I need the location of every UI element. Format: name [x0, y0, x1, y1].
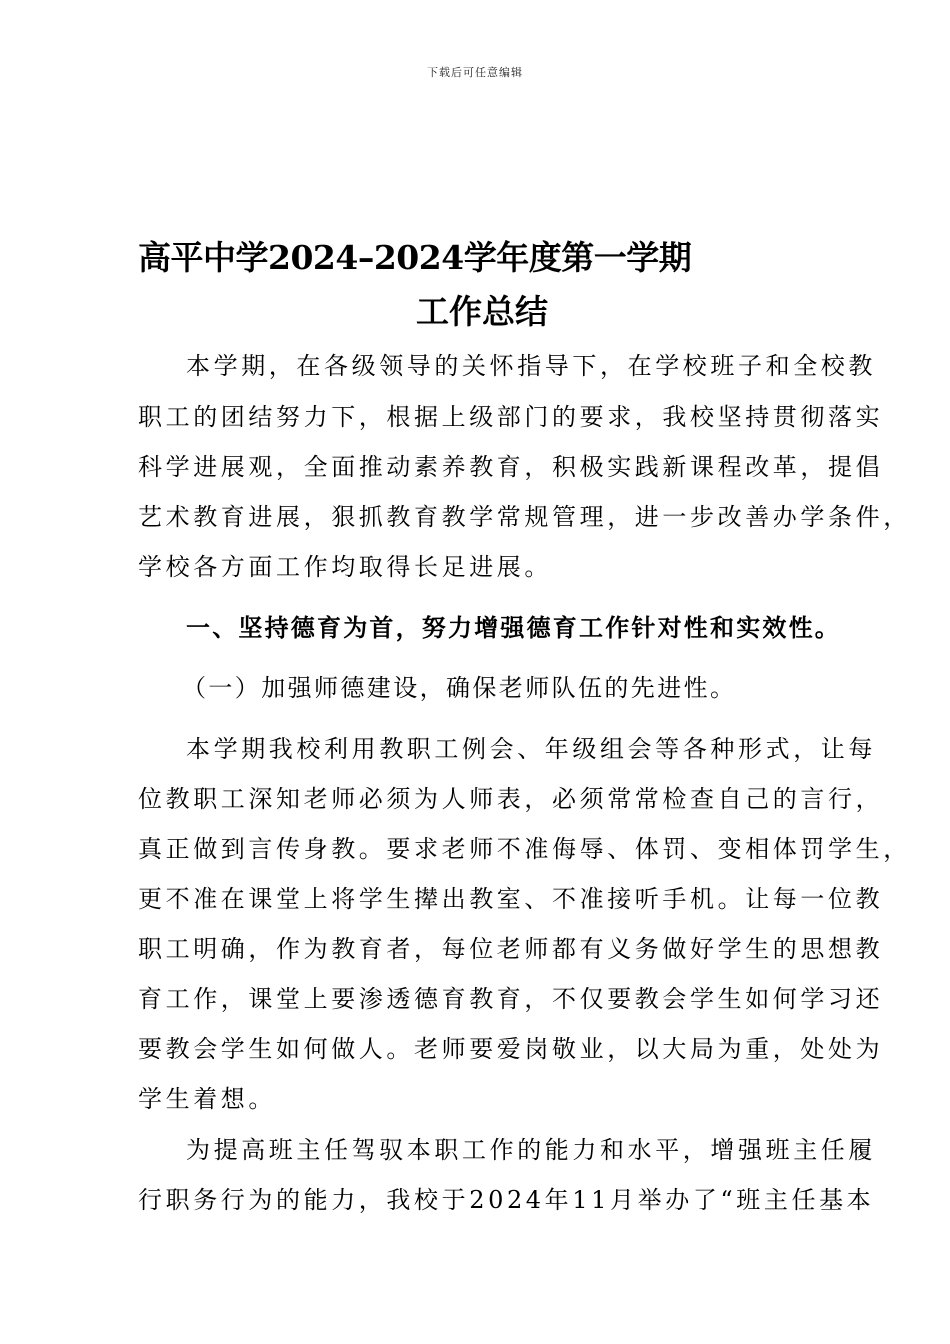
subsection-heading: （一）加强师德建设，确保老师队伍的先进性。	[182, 674, 737, 702]
page-header-note: 下载后可任意编辑	[427, 66, 523, 79]
document-title-line-1: 高平中学2024–2024学年度第一学期	[138, 238, 692, 277]
body-line: 本学期，在各级领导的关怀指导下，在学校班子和全校教	[186, 352, 876, 380]
body-line: 要教会学生如何做人。老师要爱岗敬业，以大局为重，处处为	[138, 1035, 884, 1063]
body-line: 学生着想。	[138, 1085, 276, 1113]
body-line: 职工的团结努力下，根据上级部门的要求，我校坚持贯彻落实	[138, 403, 884, 431]
body-line: 本学期我校利用教职工例会、年级组会等各种形式，让每	[186, 735, 876, 763]
body-line: 真正做到言传身教。要求老师不准侮辱、体罚、变相体罚学生，	[138, 835, 911, 863]
section-heading: 一、坚持德育为首，努力增强德育工作针对性和实效性。	[186, 613, 841, 642]
body-line: 职工明确，作为教育者，每位老师都有义务做好学生的思想教	[138, 935, 884, 963]
body-line: 位教职工深知老师必须为人师表，必须常常检查自己的言行，	[138, 785, 884, 813]
document-title-line-2: 工作总结	[416, 292, 548, 331]
body-line: 学校各方面工作均取得长足进展。	[138, 553, 552, 581]
body-line: 更不准在课堂上将学生撵出教室、不准接听手机。让每一位教	[138, 885, 884, 913]
body-line: 育工作，课堂上要渗透德育教育，不仅要教会学生如何学习还	[138, 985, 884, 1013]
body-line: 行职务行为的能力，我校于2024年11月举办了“班主任基本	[138, 1186, 875, 1214]
body-line: 艺术教育进展，狠抓教育教学常规管理，进一步改善办学条件，	[138, 503, 911, 531]
body-line: 为提高班主任驾驭本职工作的能力和水平，增强班主任履	[186, 1136, 876, 1164]
body-line: 科学进展观，全面推动素养教育，积极实践新课程改革，提倡	[138, 453, 884, 481]
